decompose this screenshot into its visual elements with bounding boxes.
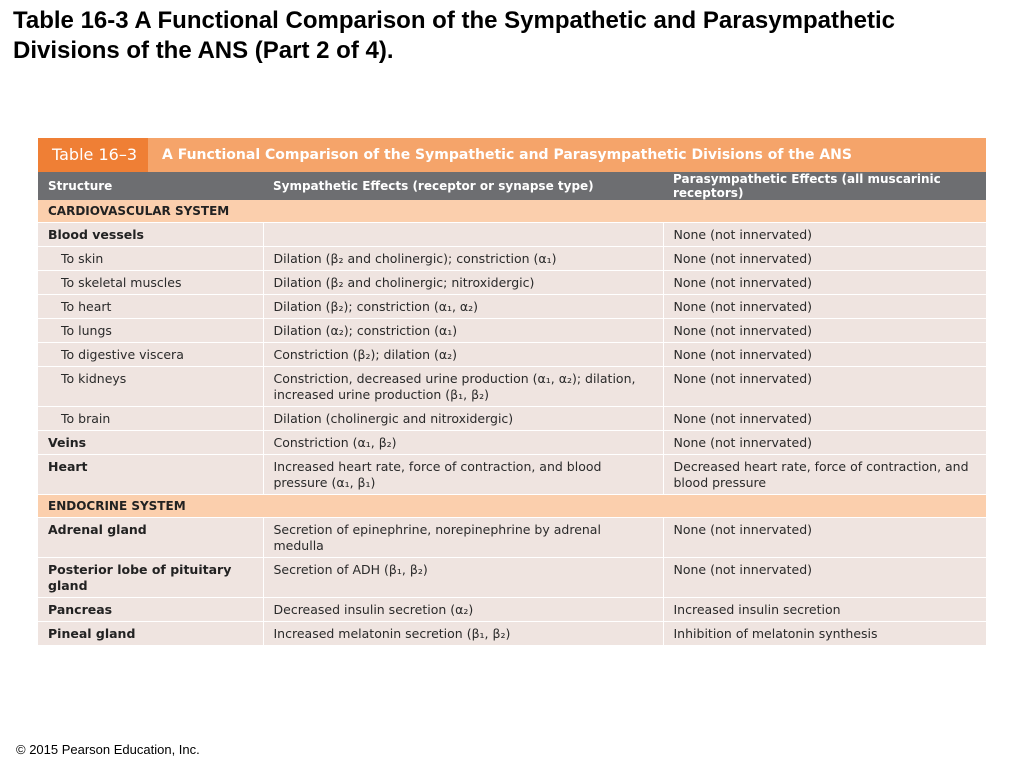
- sympathetic-cell: Secretion of epinephrine, norepinephrine by adrenal medulla: [263, 518, 663, 558]
- table-row: [38, 247, 986, 271]
- parasympathetic-cell: None (not innervated): [663, 319, 986, 343]
- structure-cell: To skeletal muscles: [38, 271, 263, 295]
- copyright-notice: © 2015 Pearson Education, Inc.: [16, 742, 200, 757]
- sympathetic-cell: Constriction, decreased urine production (α₁, α₂); dilation, increased urine production (β₁, β₂): [263, 367, 663, 407]
- table-row: [38, 431, 986, 455]
- table-row: [38, 455, 986, 495]
- sympathetic-cell: Constriction (α₁, β₂): [263, 431, 663, 455]
- structure-cell: Veins: [38, 431, 263, 455]
- table-row: [38, 295, 986, 319]
- structure-cell: Posterior lobe of pituitary gland: [38, 558, 263, 598]
- parasympathetic-cell: None (not innervated): [663, 247, 986, 271]
- table-row: [38, 518, 986, 558]
- table-label: Table 16–3: [38, 138, 148, 172]
- parasympathetic-cell: None (not innervated): [663, 558, 986, 598]
- parasympathetic-cell: None (not innervated): [663, 343, 986, 367]
- structure-cell: To skin: [38, 247, 263, 271]
- sympathetic-cell: Increased heart rate, force of contraction, and blood pressure (α₁, β₁): [263, 455, 663, 495]
- table-row: [38, 343, 986, 367]
- parasympathetic-cell: None (not innervated): [663, 407, 986, 431]
- structure-cell: Pancreas: [38, 598, 263, 622]
- table-row: [38, 319, 986, 343]
- structure-cell: To digestive viscera: [38, 343, 263, 367]
- parasympathetic-cell: None (not innervated): [663, 271, 986, 295]
- parasympathetic-cell: None (not innervated): [663, 223, 986, 247]
- table-row: [38, 223, 986, 247]
- structure-cell: Adrenal gland: [38, 518, 263, 558]
- table-row: [38, 622, 986, 646]
- table-row: [38, 598, 986, 622]
- section-heading: ENDOCRINE SYSTEM: [38, 495, 986, 518]
- header-parasympathetic: Parasympathetic Effects (all muscarinic receptors): [663, 172, 986, 200]
- structure-cell: To brain: [38, 407, 263, 431]
- parasympathetic-cell: None (not innervated): [663, 295, 986, 319]
- sympathetic-cell: Increased melatonin secretion (β₁, β₂): [263, 622, 663, 646]
- parasympathetic-cell: Decreased heart rate, force of contraction, and blood pressure: [663, 455, 986, 495]
- parasympathetic-cell: None (not innervated): [663, 518, 986, 558]
- structure-cell: To heart: [38, 295, 263, 319]
- structure-cell: To kidneys: [38, 367, 263, 407]
- sympathetic-cell: Secretion of ADH (β₁, β₂): [263, 558, 663, 598]
- parasympathetic-cell: Inhibition of melatonin synthesis: [663, 622, 986, 646]
- table-title: A Functional Comparison of the Sympathetic and Parasympathetic Divisions of the ANS: [162, 147, 852, 163]
- section-row: [38, 200, 986, 223]
- section-row: [38, 495, 986, 518]
- sympathetic-cell: Dilation (α₂); constriction (α₁): [263, 319, 663, 343]
- header-structure: Structure: [38, 172, 263, 200]
- table-body: [38, 200, 986, 646]
- parasympathetic-cell: None (not innervated): [663, 367, 986, 407]
- table-row: [38, 367, 986, 407]
- table-row: [38, 271, 986, 295]
- slide-title: Table 16-3 A Functional Comparison of the Sympathetic and Parasympathetic Divisions of the ANS (Part 2 of 4).: [13, 7, 895, 64]
- sympathetic-cell: Constriction (β₂); dilation (α₂): [263, 343, 663, 367]
- sympathetic-cell: [263, 223, 663, 247]
- ans-table: [38, 172, 986, 646]
- structure-cell: Blood vessels: [38, 223, 263, 247]
- header-sympathetic: Sympathetic Effects (receptor or synapse type): [263, 172, 663, 200]
- sympathetic-cell: Dilation (β₂ and cholinergic; nitroxidergic): [263, 271, 663, 295]
- sympathetic-cell: Dilation (β₂); constriction (α₁, α₂): [263, 295, 663, 319]
- comparison-table: [38, 138, 986, 646]
- sympathetic-cell: Dilation (β₂ and cholinergic); constriction (α₁): [263, 247, 663, 271]
- table-header-row: [38, 172, 986, 200]
- structure-cell: To lungs: [38, 319, 263, 343]
- table-row: [38, 407, 986, 431]
- table-row: [38, 558, 986, 598]
- structure-cell: Pineal gland: [38, 622, 263, 646]
- section-heading: CARDIOVASCULAR SYSTEM: [38, 200, 986, 223]
- parasympathetic-cell: None (not innervated): [663, 431, 986, 455]
- parasympathetic-cell: Increased insulin secretion: [663, 598, 986, 622]
- table-banner: [38, 138, 986, 172]
- structure-cell: Heart: [38, 455, 263, 495]
- sympathetic-cell: Dilation (cholinergic and nitroxidergic): [263, 407, 663, 431]
- sympathetic-cell: Decreased insulin secretion (α₂): [263, 598, 663, 622]
